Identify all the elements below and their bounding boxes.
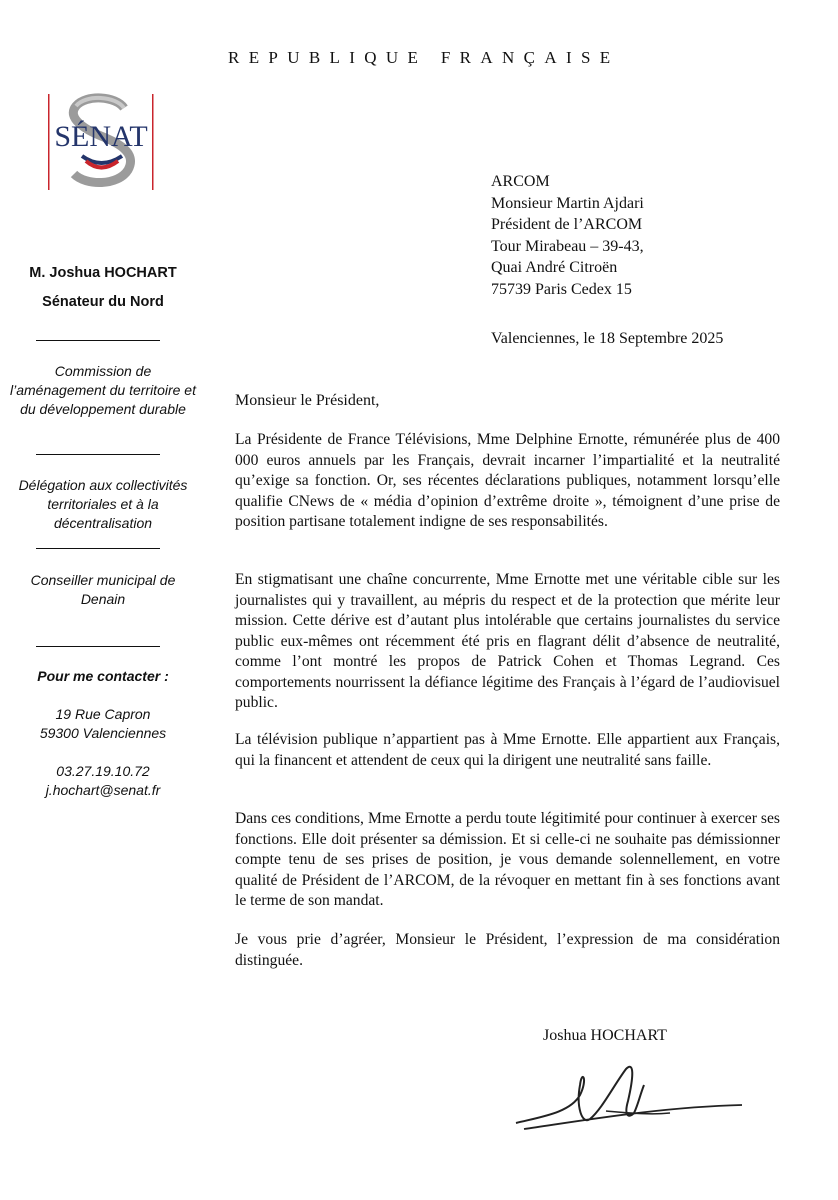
- letterhead-title: REPUBLIQUE FRANÇAISE: [228, 48, 620, 67]
- email-address: j.hochart@senat.fr: [45, 782, 161, 798]
- body-paragraph: Je vous prie d’agréer, Monsieur le Président, l’expression de ma considération distinguée.: [235, 931, 780, 969]
- salutation: Monsieur le Président,: [235, 392, 380, 409]
- date-line: Valenciennes, le 18 Septembre 2025: [491, 330, 724, 347]
- address-line-1: 19 Rue Capron: [55, 706, 151, 722]
- sender-name: M. Joshua HOCHART: [29, 265, 177, 281]
- body-paragraph: En stigmatisant une chaîne concurrente, Mme Ernotte met une véritable cible sur les journalistes qui y travaillent, au mépris du respect et de la protection que mérite leur mission. Cette dérive est d’autant plus intolérable que certains journalistes du service public eux-mêmes ont récemment été pris en flagrant délit d’absence de neutralité, comme l’ont montré les propos de Patrick Cohen et Thomas Legrand. Ces comportements nourrissent la défiance légitime des Français à l’égard de l’audiovisuel public.: [235, 571, 780, 711]
- delegation-text: Délégation aux collectivités territoriales et à la décentralisation: [18, 477, 188, 531]
- senat-logo: [46, 86, 156, 196]
- sender-title: Sénateur du Nord: [42, 294, 164, 310]
- recipient-line: 75739 Paris Cedex 15: [491, 280, 632, 298]
- divider: [36, 454, 160, 455]
- recipient-line: ARCOM: [491, 173, 550, 190]
- signature-graphic: [510, 1055, 750, 1135]
- recipient-line: Tour Mirabeau – 39-43,: [491, 237, 644, 255]
- commission-text: Commission de l’aménagement du territoire et du développement durable: [10, 363, 196, 417]
- divider: [36, 548, 160, 549]
- body-paragraph: La Présidente de France Télévisions, Mme Delphine Ernotte, rémunérée plus de 400 000 euros annuels par les Français, devrait incarner l’impartialité et la neutralité qu’exige sa fonction. Or, ses récentes déclarations publiques, notamment lorsqu’elle qualifie CNews de « média d’opinion d’extrême droite », témoignent d’une prise de position partisane totalement indigne de ses responsabilités.: [235, 431, 780, 530]
- body-paragraph: Dans ces conditions, Mme Ernotte a perdu toute légitimité pour continuer à exercer ses fonctions. Elle doit présenter sa démission. Et si celle-ci ne souhaite pas démissionner compte tenu de ses prises de position, je vous demande solennellement, en votre qualité de Président de l’ARCOM, de la révoquer en mettant fin à ses fonctions avant le terme de son mandat.: [235, 810, 780, 909]
- address-line-2: 59300 Valenciennes: [39, 725, 167, 741]
- divider: [36, 340, 160, 341]
- phone-number: 03.27.19.10.72: [56, 763, 150, 779]
- handwritten-signature: [510, 1055, 750, 1135]
- signature-name: Joshua HOCHART: [543, 1027, 667, 1044]
- body-paragraph: La télévision publique n’appartient pas à Mme Ernotte. Elle appartient aux Français, qui la financent et attendent de ceux qui la dirigent une neutralité sans faille.: [235, 731, 780, 769]
- contact-label: Pour me contacter :: [37, 668, 169, 684]
- divider: [36, 646, 160, 647]
- recipient-line: Monsieur Martin Ajdari: [491, 194, 644, 212]
- recipient-address: [491, 171, 811, 300]
- logo-text: SÉNAT: [54, 120, 148, 153]
- council-text: Conseiller municipal de Denain: [30, 572, 176, 607]
- recipient-line: Président de l’ARCOM: [491, 216, 643, 233]
- recipient-line: Quai André Citroën: [491, 259, 618, 276]
